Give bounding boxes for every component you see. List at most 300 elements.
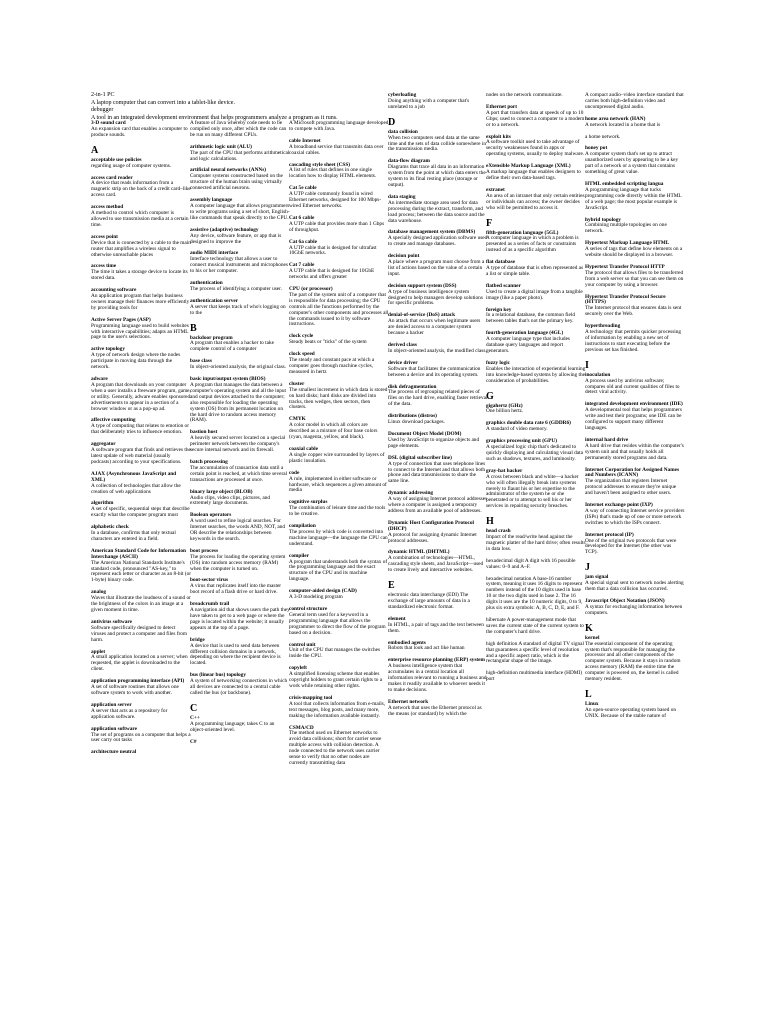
glossary-entry bbox=[486, 308, 586, 326]
glossary-term: Active Server Pages (ASP) bbox=[91, 316, 151, 323]
glossary-definition: The set of programs on a computer that helps a user carry out tasks bbox=[91, 731, 191, 744]
glossary-definition: Unit of the CPU that manages the switches inside the CPU. bbox=[289, 647, 381, 660]
glossary-term: flatbed scanner bbox=[486, 282, 521, 289]
glossary-definition: A type of business intelligence system designed to help managers develop solutions for specific problems. bbox=[388, 288, 483, 307]
glossary-term: embodied agents bbox=[388, 639, 426, 646]
glossary-term: backdoor program bbox=[190, 334, 233, 341]
glossary-entry bbox=[289, 216, 389, 234]
glossary-definition: A standard of video memory. bbox=[486, 426, 548, 433]
glossary-term: HTML embedded scripting langua bbox=[585, 180, 664, 187]
glossary-entry bbox=[486, 559, 586, 571]
glossary-entry bbox=[289, 589, 389, 601]
glossary-entry bbox=[190, 740, 290, 746]
glossary-definition: A virus that replicates itself into the master boot record of a flash drive or hard drive. bbox=[190, 583, 282, 596]
glossary-term: device driver bbox=[388, 359, 418, 366]
glossary-definition: hibernate A power-management mode that saves the current state of the current system to the computer's hard drive. bbox=[486, 617, 584, 635]
glossary-entry bbox=[585, 295, 685, 319]
glossary-column-2 bbox=[190, 121, 290, 752]
glossary-term: analog bbox=[91, 589, 107, 596]
glossary-entry bbox=[190, 228, 290, 246]
glossary-entry bbox=[289, 471, 389, 495]
glossary-term: access card reader bbox=[91, 174, 133, 181]
glossary-definition: In a database, confirms that only textual characters are entered in a field. bbox=[91, 530, 176, 542]
glossary-term: American Standard Code for Information Interchange (ASCII) bbox=[91, 547, 186, 560]
glossary-entry bbox=[486, 93, 586, 99]
glossary-entry bbox=[486, 404, 586, 416]
glossary-term: inoculation bbox=[585, 371, 611, 378]
glossary-definition: A 3-D modeling program bbox=[289, 594, 343, 601]
glossary-definition: Audio clips, video clips, pictures, and extremely large documents. bbox=[190, 494, 271, 507]
glossary-term: audio MIDI interface bbox=[190, 250, 239, 257]
glossary-definition: A software program that finds and retrieves the latest update of web material (usually podcasts) according to your specifications. bbox=[91, 447, 191, 465]
glossary-term: assembly language bbox=[190, 197, 233, 204]
glossary-entry bbox=[388, 432, 488, 450]
glossary-entry bbox=[190, 145, 290, 163]
glossary-definition: Used by JavaScript to organize objects and page elements. bbox=[388, 436, 480, 449]
glossary-definition: A network that uses the Ethernet protocol as the means (or standard) by which the bbox=[388, 704, 482, 717]
glossary-term: C# bbox=[190, 738, 197, 745]
glossary-entry bbox=[388, 521, 488, 545]
glossary-definition: A tool that collects information from e-mails, text messages, blog posts, and many more, making the information available instantly. bbox=[289, 700, 386, 719]
glossary-term: foreign key bbox=[486, 306, 512, 313]
glossary-entry bbox=[91, 750, 191, 756]
glossary-entry bbox=[388, 313, 488, 337]
glossary-definition: Impact of the read/write head against the magnetic platter of the hard drive; often results in data loss. bbox=[486, 534, 586, 552]
glossary-entry bbox=[585, 135, 685, 141]
glossary-entry bbox=[289, 139, 389, 157]
glossary-term: Cat 6a cable bbox=[289, 238, 317, 245]
glossary-entry bbox=[190, 673, 290, 697]
glossary-definition: A UTP cable that is designed for 10GbE networks and offers greater bbox=[289, 268, 375, 281]
glossary-entry bbox=[91, 318, 191, 342]
glossary-entry bbox=[585, 241, 685, 259]
glossary-term: CPU (or processor) bbox=[289, 286, 333, 293]
glossary-definition: An area of an intranet that only certain entities or individuals can access; the owner decides who will be permitted to access it. bbox=[486, 192, 585, 211]
glossary-term: eXtensible Markup Language (XML) bbox=[486, 163, 571, 170]
glossary-entry bbox=[289, 287, 389, 328]
glossary-definition: Computer systems constructed based on the structure of the human brain using virtually connected artificial neurons. bbox=[190, 173, 283, 192]
glossary-entry bbox=[190, 549, 290, 573]
glossary-term: binary large object (BLOB) bbox=[190, 488, 253, 495]
glossary-term: access point bbox=[91, 233, 118, 240]
glossary-term: integrated development environment (IDE) bbox=[585, 401, 683, 408]
glossary-definition: Combining multiple topologies on one network. bbox=[585, 222, 667, 235]
glossary-entry bbox=[585, 93, 685, 111]
glossary-term: data collision bbox=[388, 128, 418, 135]
glossary-entry bbox=[91, 377, 191, 412]
glossary-entry bbox=[585, 373, 685, 397]
glossary-definition: A system of networking connections in which all devices are connected to a central cable called the bus (or backbone). bbox=[190, 678, 288, 696]
glossary-definition: Diagrams that trace all data in an information system from the point at which data enters the system to its final resting place (storage or output). bbox=[388, 164, 486, 188]
glossary-entry bbox=[388, 254, 488, 278]
glossary-entry bbox=[585, 533, 685, 557]
glossary-term: Internet exchange point (IXP) bbox=[585, 502, 653, 509]
glossary-term: compiler bbox=[289, 552, 310, 559]
glossary-term: aggregator bbox=[91, 441, 116, 448]
glossary-term: Boolean operators bbox=[190, 512, 232, 519]
glossary-definition: The combination of leisure time and the tools to be creative. bbox=[289, 505, 386, 518]
header-definition: A laptop computer that can convert into a tablet-like device. bbox=[91, 99, 235, 106]
glossary-entry bbox=[486, 421, 586, 433]
glossary-entry bbox=[190, 168, 290, 192]
glossary-term: element bbox=[388, 615, 406, 622]
glossary-term: basic input/output system (BIOS) bbox=[190, 376, 266, 383]
glossary-definition: When two computers send data at the same time and the sets of data collide somewhere in the transmission media. bbox=[388, 134, 486, 153]
glossary-definition: electronic data interchange (EDI) The exchange of large amounts of data in a standardized electronic format. bbox=[388, 592, 470, 610]
glossary-term: coaxial cable bbox=[289, 445, 318, 452]
glossary-entry bbox=[190, 490, 290, 508]
glossary-term: data staging bbox=[388, 193, 416, 200]
glossary-entry bbox=[190, 281, 290, 293]
glossary-definition: Any device, software feature, or app that is designed to improve the bbox=[190, 232, 282, 245]
glossary-entry bbox=[388, 343, 488, 355]
section-letter: A bbox=[91, 144, 99, 156]
header-definition: A tool in an integrated development environment that helps programmers analyze a program as it runs. bbox=[91, 114, 338, 121]
glossary-term: Linux bbox=[585, 700, 599, 707]
glossary-entry bbox=[585, 438, 685, 462]
glossary-term: Hypertext Markup Language HTML bbox=[585, 240, 670, 247]
glossary-term: base class bbox=[190, 358, 212, 365]
glossary-entry bbox=[190, 638, 290, 668]
glossary-entry bbox=[91, 549, 191, 584]
glossary-entry bbox=[289, 607, 389, 637]
glossary-entry bbox=[190, 299, 290, 317]
glossary-entry bbox=[91, 158, 191, 170]
glossary-definition: In a relational database, the common field between tables that's not the primary key. bbox=[486, 312, 575, 325]
glossary-term: bridge bbox=[190, 636, 205, 643]
glossary-definition: The essential component of the operating system that's responsible for managing the processor and all other components of the computer system. Because it stays in random access memory (RAM) the entire time the computer is powered on, the kernel is called memory resident. bbox=[585, 640, 681, 683]
glossary-entry bbox=[91, 650, 191, 674]
glossary-definition: The American National Standards Institute's standard code, pronounced "AS-key," to represent each letter or character as an 8-bit (or 1-byte) binary code. bbox=[91, 559, 191, 584]
glossary-entry bbox=[486, 577, 586, 612]
glossary-entry bbox=[289, 121, 389, 133]
glossary-entry bbox=[585, 265, 685, 289]
glossary-entry bbox=[486, 331, 586, 355]
glossary-term: decision support system (DSS) bbox=[388, 282, 457, 289]
glossary-entry bbox=[91, 679, 191, 697]
glossary-entry bbox=[388, 159, 488, 189]
glossary-term: Cat 6 cable bbox=[289, 214, 315, 221]
glossary-definition: A method to control which computer is allowed to use transmission media at a certain time. bbox=[91, 210, 189, 228]
glossary-definition: The protocol that allows files to be transferred from a web server so that you can see them on your computer by using a browser. bbox=[585, 269, 684, 288]
glossary-definition: A protocol for assigning dynamic Internet protocol addresses. bbox=[388, 531, 477, 544]
glossary-definition: A type of computing that relates to emotion or that deliberately tries to influence emotion. bbox=[91, 423, 189, 436]
glossary-entry bbox=[388, 130, 488, 154]
glossary-definition: A color model in which all colors are described as a mixture of four base colors (cyan, magenta, yellow, and black). bbox=[289, 422, 378, 441]
glossary-entry bbox=[486, 164, 586, 182]
glossary-term: architecture neutral bbox=[91, 749, 137, 756]
glossary-definition: A compact audio–video interface standard that carries both high-definition video and uncompressed digital audio. bbox=[585, 92, 684, 110]
glossary-definition: The organization that registers Internet protocol addresses to ensure they're unique and haven't been assigned to other users. bbox=[585, 478, 677, 497]
glossary-term: hybrid topology bbox=[585, 216, 622, 223]
glossary-definition: An attack that occurs when legitimate users are denied access to a computer system because a hacker bbox=[388, 318, 481, 337]
glossary-definition: Software that facilitates the communication between a device and its operating system. bbox=[388, 365, 481, 378]
glossary-entry bbox=[388, 700, 488, 718]
glossary-entry bbox=[289, 163, 389, 181]
glossary-term: gray-hat hacker bbox=[486, 467, 523, 474]
glossary-entry bbox=[585, 599, 685, 617]
glossary-term: adware bbox=[91, 376, 108, 382]
glossary-definition: A cross between black and white—a hacker who will often illegally break into systems merely to flaunt his or her expertise to the administrator of the system he or she penetrated or to attempt to sell his or her services in repairing security breaches. bbox=[486, 473, 579, 510]
glossary-term: 3-D sound card bbox=[91, 120, 126, 126]
glossary-definition: Robots that look and act like human bbox=[388, 645, 465, 652]
glossary-definition: The time it takes a storage device to locate its stored data. bbox=[91, 269, 188, 282]
glossary-term: fourth-generation language (4GL) bbox=[486, 330, 564, 337]
glossary-term: arithmetic logic unit (ALU) bbox=[190, 143, 252, 150]
glossary-entry bbox=[190, 251, 290, 275]
glossary-term: Cat 7 cable bbox=[289, 262, 315, 269]
glossary-term: breadcrumb trail bbox=[190, 601, 230, 608]
glossary-term: affective computing bbox=[91, 417, 136, 424]
glossary-entry bbox=[289, 666, 389, 690]
glossary-column-1 bbox=[91, 121, 191, 762]
glossary-definition: A device that is used to send data between different collision domains in a network, depending on where the recipient device is located. bbox=[190, 642, 281, 667]
glossary-definition: The smallest increment in which data is stored on hard disks; hard disks are divided into tracks, then wedges, then sectors, then clusters. bbox=[289, 386, 388, 411]
glossary-definition: A technology that permits quicker processing of information by enabling a new set of instructions to start executing before the previous set has finished. bbox=[585, 329, 682, 353]
glossary-term: control unit bbox=[289, 641, 316, 648]
glossary-definition: A port that transfers data at speeds of up to 10 Gbps; used to connect a computer to a modem or to a network. bbox=[486, 109, 585, 128]
glossary-entry bbox=[585, 182, 685, 212]
glossary-term: alphabetic check bbox=[91, 524, 129, 531]
glossary-term: boot-sector virus bbox=[190, 577, 229, 584]
glossary-entry bbox=[289, 500, 389, 518]
glossary-entry bbox=[388, 230, 488, 248]
glossary-definition: A specialized logic chip that's dedicated to quickly displaying and calculating visual data such as shadows, textures, and luminosity. bbox=[486, 444, 583, 462]
glossary-definition: An intermediate storage area used for data processing during the extract, transform, and load process; between the data source and the data warehouse. bbox=[388, 199, 485, 224]
glossary-definition: The process by which code is converted into machine language—the language the CPU can understand. bbox=[289, 528, 388, 547]
glossary-entry bbox=[585, 146, 685, 176]
glossary-definition: One billion hertz. bbox=[486, 408, 524, 415]
glossary-definition: A set of specific, sequential steps that describe exactly what the computer program must bbox=[91, 506, 190, 519]
glossary-definition: A program that enables a hacker to take complete control of a computer bbox=[190, 340, 274, 353]
glossary-definition: A UTP cable that provides more than 1 Gbps of throughput. bbox=[289, 220, 385, 233]
glossary-entry bbox=[190, 430, 290, 454]
glossary-term: fuzzy logic bbox=[486, 359, 510, 366]
glossary-entry bbox=[388, 593, 488, 611]
glossary-definition: A UTP cable commonly found in wired Ethernet networks, designed for 100 Mbps-wired Ethernet networks. bbox=[289, 191, 382, 209]
glossary-definition: A program that downloads on your computer when a user installs a freeware program, game, or utility. Generally, adware enables sponsored advertisements to appear in a section of a browser window or as a pop-up ad. bbox=[91, 381, 191, 412]
glossary-definition: Software specifically designed to detect viruses and protect a computer and files from harm. bbox=[91, 624, 188, 643]
glossary-entry bbox=[190, 336, 290, 354]
glossary-definition: A device that reads information from a magnetic strip on the back of a credit card–like access card. bbox=[91, 180, 191, 199]
glossary-definition: A series of tags that define how elements on a website should be displayed in a browser. bbox=[585, 246, 683, 259]
glossary-definition: A UTP cable that is designed for ultrafast 10GbE networks. bbox=[289, 244, 377, 257]
glossary-definition: An expansion card that enables a computer to produce sounds. bbox=[91, 125, 188, 138]
glossary-definition: A type of network design where the nodes participate in moving data through the network. bbox=[91, 352, 181, 371]
glossary-entry bbox=[585, 702, 685, 720]
glossary-term: decision point bbox=[388, 253, 420, 260]
glossary-definition: In object-oriented analysis, the modified class. bbox=[388, 347, 487, 354]
glossary-definition: Linux download packages. bbox=[388, 419, 445, 426]
glossary-entry bbox=[289, 382, 389, 412]
glossary-term: disk defragmentation bbox=[388, 383, 437, 390]
glossary-definition: A syntax for exchanging information between computers. bbox=[585, 603, 683, 616]
glossary-entry bbox=[289, 643, 389, 661]
glossary-definition: A special signal sent to network nodes alerting them that a data collision has occurred. bbox=[585, 580, 684, 593]
glossary-definition: A place where a program must choose from a list of actions based on the value of a certain input. bbox=[388, 259, 485, 277]
glossary-term: denial-of-service (DoS) attack bbox=[388, 312, 456, 319]
glossary-definition: The process of identifying a computer user. bbox=[190, 285, 282, 292]
glossary-term: Javascript Object Notation (JSON) bbox=[585, 598, 665, 604]
glossary-entry bbox=[190, 578, 290, 596]
glossary-entry bbox=[388, 93, 488, 111]
glossary-term: active topology bbox=[91, 346, 125, 353]
glossary-term: acceptable use policies bbox=[91, 156, 142, 163]
glossary-term: Internet Corporation for Assigned Names and Numbers (ICANN) bbox=[585, 466, 680, 479]
glossary-definition: Waves that illustrate the loudness of a sound or the brightness of the colors in an image at a given moment in time. bbox=[91, 595, 191, 613]
glossary-definition: nodes on the network communicate. bbox=[486, 92, 563, 98]
glossary-definition: A program that understands both the syntax of the programming language and the exact structure of the CPU and its machine language. bbox=[289, 558, 388, 583]
glossary-term: CSMA/CD bbox=[289, 724, 314, 731]
glossary-term: application programming interface (API) bbox=[91, 678, 185, 685]
glossary-term: AJAX (Asynchronous JavaScript and XML) bbox=[91, 470, 177, 483]
glossary-entry bbox=[486, 260, 586, 278]
glossary-entry bbox=[91, 205, 191, 229]
glossary-term: Internet protocol (IP) bbox=[585, 531, 634, 538]
glossary-entry bbox=[190, 602, 290, 632]
glossary-entry bbox=[585, 468, 685, 498]
glossary-term: head crash bbox=[486, 528, 511, 535]
glossary-term: fifth-generation language (5GL) bbox=[486, 229, 559, 236]
glossary-term: cyberloafing bbox=[388, 92, 417, 98]
glossary-definition: A software toolkit used to take advantage of security weaknesses found in apps or operating systems, usually to deploy malware. bbox=[486, 139, 585, 158]
glossary-term: cable Internet bbox=[289, 137, 321, 144]
glossary-entry bbox=[190, 460, 290, 484]
glossary-term: Dynamic Host Configuration Protocol (DHCP) bbox=[388, 519, 474, 532]
glossary-term: Ethernet network bbox=[388, 698, 429, 705]
glossary-definition: Programming language used to build websites with interactive capabilities; adapts an HTML page to the user's selections. bbox=[91, 322, 189, 341]
glossary-term: boot process bbox=[190, 547, 219, 554]
glossary-definition: hexadecimal notation A base-16 number system, meaning it uses 16 digits to represent numbers instead of the 10 digits used in base 10 or the two digits used in base 2. The 16 digits it uses are the 10 numeric digits, 0 to 9, plus six extra symbols: A, B, C, D, E, and F. bbox=[486, 575, 583, 612]
glossary-entry bbox=[289, 186, 389, 210]
section-letter: J bbox=[585, 562, 590, 574]
glossary-entry bbox=[585, 503, 685, 527]
glossary-term: extranet bbox=[486, 186, 505, 193]
glossary-entry bbox=[388, 491, 488, 515]
glossary-entry bbox=[486, 231, 586, 255]
glossary-definition: A program that manages the data between a computer's operating system and all the input and output devices attached to the computer; also responsible for loading the operating system (OS) from its permanent location on the hard drive to random access memory (RAM). bbox=[190, 382, 286, 424]
glossary-definition: The Internet protocol that ensures data is sent securely over the Web. bbox=[585, 305, 682, 318]
glossary-definition: a home network. bbox=[585, 133, 621, 140]
glossary-entry bbox=[585, 575, 685, 593]
glossary-entry bbox=[486, 529, 586, 553]
glossary-entry bbox=[388, 385, 488, 409]
glossary-entry bbox=[486, 469, 586, 510]
glossary-term: code bbox=[289, 469, 300, 476]
glossary-term: antivirus software bbox=[91, 618, 132, 625]
glossary-term: Hypertext Transfer Protocol Secure (HTTPS) bbox=[585, 293, 666, 306]
glossary-term: cascading style sheet (CSS) bbox=[289, 161, 351, 168]
glossary-definition: The accumulation of transaction data until a certain point is reached, at which time several transactions are processed at once. bbox=[190, 464, 288, 483]
section-letter: I bbox=[585, 359, 589, 371]
glossary-definition: The part of the CPU that performs arithmetical and logic calculations. bbox=[190, 149, 290, 162]
glossary-definition: A markup language that enables designers to define their own data-based tags. bbox=[486, 169, 581, 181]
glossary-term: application server bbox=[91, 701, 132, 708]
glossary-entry bbox=[190, 513, 290, 543]
glossary-term: cognitive surplus bbox=[289, 499, 328, 506]
glossary-entry bbox=[388, 456, 488, 486]
glossary-definition: Used to create a digital image from a tangible image (like a paper photo). bbox=[486, 288, 583, 301]
glossary-entry bbox=[91, 620, 191, 644]
section-letter: K bbox=[585, 622, 593, 634]
section-letter: L bbox=[585, 688, 592, 700]
glossary-definition: A simplified licensing scheme that enables copyright holders to grant certain rights to a work while retaining other rights. bbox=[289, 671, 383, 689]
glossary-entry bbox=[289, 726, 389, 767]
glossary-entry bbox=[585, 117, 685, 129]
glossary-entry bbox=[388, 284, 488, 308]
glossary-term: crisis-mapping tool bbox=[289, 694, 333, 701]
glossary-entry bbox=[585, 218, 685, 236]
glossary-term: compilation bbox=[289, 523, 316, 530]
glossary-entry bbox=[91, 264, 191, 282]
glossary-entry bbox=[91, 347, 191, 371]
glossary-entry bbox=[91, 121, 191, 139]
section-letter: G bbox=[486, 390, 494, 402]
glossary-term: authentication bbox=[190, 280, 223, 287]
glossary-entry bbox=[91, 525, 191, 543]
glossary-term: artificial neural networks (ANNs) bbox=[190, 167, 267, 174]
glossary-term: kernel bbox=[585, 634, 600, 641]
glossary-entry bbox=[388, 414, 488, 426]
glossary-term: Cat 5e cable bbox=[289, 185, 317, 192]
glossary-entry bbox=[289, 554, 389, 584]
glossary-definition: Enables the interaction of experiential learning into knowledge-based systems by allowing the consideration of probabilities. bbox=[486, 365, 586, 384]
glossary-entry bbox=[91, 727, 191, 745]
glossary-entry bbox=[486, 188, 586, 212]
glossary-term: bastion host bbox=[190, 429, 218, 436]
glossary-term: jam signal bbox=[585, 574, 609, 581]
glossary-entry bbox=[289, 696, 389, 720]
glossary-definition: A heavily secured server located on a special perimeter network between the company's secure internal network and its firewall. bbox=[190, 435, 286, 454]
glossary-definition: A server that keeps track of who's logging on to the bbox=[190, 303, 286, 316]
glossary-definition: regarding usage of computer systems. bbox=[91, 162, 172, 169]
glossary-entry bbox=[585, 324, 685, 354]
glossary-entry bbox=[190, 198, 290, 222]
header-term: 2-in-1 PC bbox=[91, 92, 115, 98]
glossary-entry bbox=[388, 617, 488, 635]
glossary-definition: A computer language type that includes database query languages and report generators. bbox=[486, 336, 570, 354]
glossary-definition: Interface technology that allows a user to connect musical instruments and microphones to his or her computer. bbox=[190, 256, 288, 275]
glossary-term: cluster bbox=[289, 380, 305, 387]
glossary-term: Ethernet port bbox=[486, 103, 518, 110]
glossary-entry bbox=[91, 442, 191, 466]
glossary-term: C++ bbox=[190, 714, 200, 721]
glossary-entry bbox=[486, 284, 586, 302]
glossary-term: enterprise resource planning (ERP) system bbox=[388, 657, 485, 664]
glossary-entry bbox=[190, 359, 290, 371]
glossary-entry bbox=[91, 288, 191, 312]
glossary-definition: The process for loading the operating system (OS) into random access memory (RAM) when the computer is turned on. bbox=[190, 553, 286, 572]
glossary-definition: A computer language that allows programmers to write programs using a set of short, English-like commands that speak directly to the CPU. bbox=[190, 202, 290, 221]
glossary-term: CMYK bbox=[289, 416, 306, 423]
glossary-term: dynamic addressing bbox=[388, 490, 434, 497]
glossary-term: Document Object Model (DOM) bbox=[388, 430, 462, 437]
glossary-entry bbox=[486, 671, 586, 683]
glossary-term: bus (linear bus) topology bbox=[190, 672, 246, 679]
glossary-term: accounting software bbox=[91, 287, 137, 294]
glossary-term: derived class bbox=[388, 342, 417, 348]
glossary-entry bbox=[91, 703, 191, 721]
glossary-entry bbox=[91, 418, 191, 436]
glossary-entry bbox=[486, 618, 586, 636]
glossary-entry bbox=[585, 402, 685, 432]
glossary-term: flat database bbox=[486, 259, 515, 266]
glossary-entry bbox=[486, 361, 586, 385]
glossary-entry bbox=[486, 642, 586, 666]
glossary-definition: A network located in a home that is bbox=[585, 121, 661, 128]
glossary-definition: In HTML, a pair of tags and the text between them. bbox=[388, 621, 484, 634]
glossary-entry bbox=[486, 439, 586, 463]
